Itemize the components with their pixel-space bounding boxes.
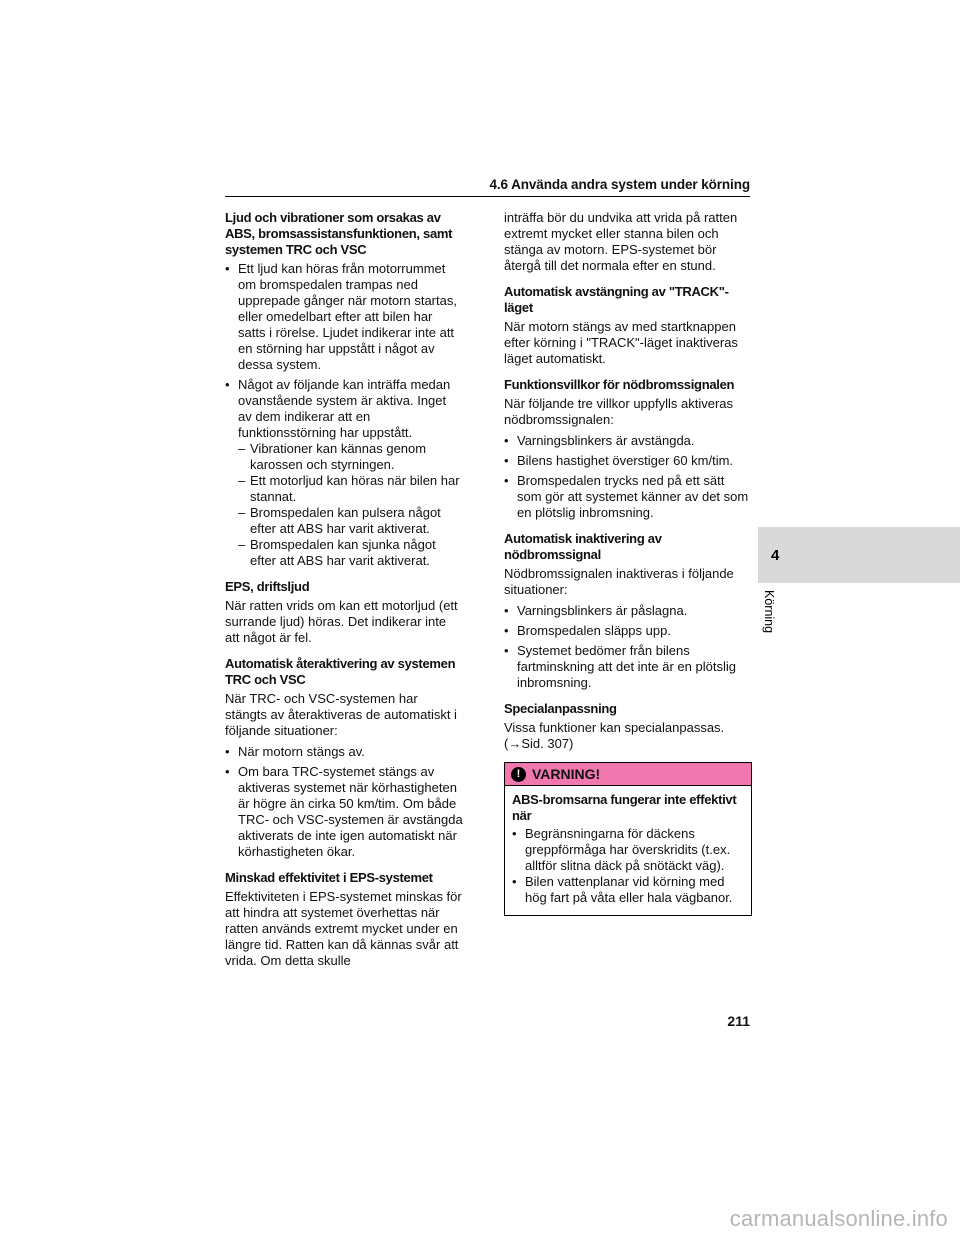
list-item-text: Varningsblinkers är avstängda.: [517, 433, 695, 448]
section-heading: Minskad effektivitet i EPS-systemet: [225, 870, 433, 885]
warning-header: [505, 763, 751, 786]
warning-icon: !: [511, 767, 526, 782]
list-item: [504, 603, 752, 619]
list-item: [225, 377, 463, 441]
list-item: [504, 433, 752, 449]
sub-list-item-text: Bromspedalen kan pulsera något efter att ABS har varit aktiverat.: [250, 505, 441, 536]
list-item-text: Bromspedalen släpps upp.: [517, 623, 671, 638]
paragraph: Vissa funktioner kan specialanpassas. (→Sid. 307): [504, 720, 725, 751]
chapter-label: Körning: [762, 590, 776, 634]
left-column: [225, 210, 463, 974]
section-heading: Specialanpassning: [504, 701, 617, 716]
list-item-group: [225, 744, 463, 760]
section-heading: EPS, driftsljud: [225, 579, 310, 594]
chapter-tab: [758, 527, 960, 583]
warning-title: VARNING!: [532, 766, 601, 782]
sub-list-item-text: Ett motorljud kan höras när bilen har stannat.: [250, 473, 460, 504]
warning-item-text: Bilen vattenplanar vid körning med hög fart på våta eller hala vägbanor.: [525, 874, 733, 905]
paragraph: Effektiviteten i EPS-systemet minskas för att hindra att systemet överhettas när ratten används extremt mycket under en längre tid. Ratten kan då kännas svår att vrida. Om detta skulle: [225, 889, 462, 968]
bullet-marker: •: [225, 764, 230, 779]
bullet-marker: •: [225, 261, 230, 276]
list-item: [225, 744, 463, 760]
list-item-text: När motorn stängs av.: [238, 744, 365, 759]
list-item-group: [504, 453, 752, 469]
watermark: carmanualsonline.info: [729, 1206, 948, 1231]
section-heading: Funktionsvillkor för nödbromssignalen: [504, 377, 735, 392]
list-item: [504, 473, 752, 521]
list-item-group: [504, 623, 752, 639]
bullet-marker: •: [225, 744, 230, 759]
sub-list-item: [238, 537, 463, 569]
paragraph: När ratten vrids om kan ett motorljud (ett surrande ljud) höras. Det indikerar inte att något är fel.: [225, 598, 458, 645]
bullet-marker: •: [512, 874, 517, 889]
bullet-marker: •: [512, 826, 517, 841]
list-item-group: [225, 764, 463, 860]
sub-list-item: [238, 505, 463, 537]
sub-list-item: [238, 441, 463, 473]
paragraph: När följande tre villkor uppfylls aktiveras nödbromssignalen:: [504, 396, 734, 427]
paragraph: inträffa bör du undvika att vrida på ratten extremt mycket eller stanna bilen och stänga av motorn. EPS-systemet bör återgå till det normala efter en stund.: [504, 210, 738, 273]
bullet-marker: •: [504, 473, 509, 488]
section-heading: Automatisk återaktivering av systemen TRC och VSC: [225, 656, 456, 687]
dash-marker: –: [238, 473, 246, 488]
warning-box: [504, 762, 752, 916]
list-item: [512, 874, 744, 906]
list-item: [504, 643, 752, 691]
section-heading: Ljud och vibrationer som orsakas av ABS, bromsassistansfunktionen, samt systemen TRC och VSC: [225, 210, 453, 257]
list-item-group: [504, 433, 752, 449]
warning-item-text: Begränsningarna för däckens greppförmåga har överskridits (t.ex. alltför slitna däck på snötäckt väg).: [525, 826, 731, 873]
list-item-text: Varningsblinkers är påslagna.: [517, 603, 688, 618]
list-item-group: [504, 643, 752, 691]
list-item-text: Bilens hastighet överstiger 60 km/tim.: [517, 453, 734, 468]
header-rule: [225, 196, 750, 197]
list-item-group: [225, 261, 463, 373]
sub-list-item-text: Bromspedalen kan sjunka något efter att ABS har varit aktiverat.: [250, 537, 436, 568]
sub-list-item: [238, 473, 463, 505]
list-item-text: Om bara TRC-systemet stängs av aktiveras systemet när körhastigheten är högre än cirka 50 km/tim. Om både TRC- och VSC-systemen är avstängda aktiverats de inte igen automatiskt när körhastigheten ökar.: [238, 764, 463, 859]
dash-marker: –: [238, 537, 246, 552]
list-item: [504, 453, 752, 469]
warning-subheading: ABS-bromsarna fungerar inte effektivt när: [512, 792, 737, 823]
list-item: [512, 826, 744, 874]
list-item-group: [504, 603, 752, 619]
list-item-text: Bromspedalen trycks ned på ett sätt som gör att systemet känner av det som en plötslig inbromsning.: [517, 473, 749, 520]
warning-body: [505, 786, 751, 915]
section-heading: Automatisk inaktivering av nödbromssignal: [504, 531, 662, 562]
paragraph: Nödbromssignalen inaktiveras i följande situationer:: [504, 566, 734, 597]
list-item: [225, 261, 463, 373]
paragraph: När motorn stängs av med startknappen efter körning i "TRACK"-läget inaktiveras läget automatiskt.: [504, 319, 738, 366]
list-item-group: [504, 473, 752, 521]
dash-marker: –: [238, 505, 246, 520]
dash-marker: –: [238, 441, 246, 456]
list-item-group: [225, 377, 463, 569]
bullet-marker: •: [504, 643, 509, 658]
paragraph: När TRC- och VSC-systemen har stängts av återaktiveras de automatiskt i följande situationer:: [225, 691, 457, 738]
page-number: 211: [727, 1013, 750, 1029]
list-item-text: Systemet bedömer från bilens fartminskning att det inte är en plötslig inbromsning.: [517, 643, 736, 690]
bullet-marker: •: [504, 603, 509, 618]
list-item: [504, 623, 752, 639]
section-heading: Automatisk avstängning av "TRACK"-läget: [504, 284, 729, 315]
list-item: [225, 764, 463, 860]
sub-list-item-text: Vibrationer kan kännas genom karossen och styrningen.: [250, 441, 427, 472]
chapter-number: 4: [771, 546, 780, 564]
right-column: [504, 210, 752, 916]
list-item-text: Något av följande kan inträffa medan ovanstående system är aktiva. Inget av dem indikerar att en funktionsstörning har uppstått.: [238, 377, 451, 440]
bullet-marker: •: [504, 433, 509, 448]
list-item-text: Ett ljud kan höras från motorrummet om bromspedalen trampas ned upprepade gånger när motorn startas, eller omedelbart efter att bilen har satts i rörelse. Ljudet indikerar inte att en störning har uppstått i något av dessa system.: [238, 261, 457, 372]
bullet-marker: •: [504, 623, 509, 638]
bullet-marker: •: [225, 377, 230, 392]
bullet-marker: •: [504, 453, 509, 468]
running-header: 4.6 Använda andra system under körning: [489, 177, 750, 192]
